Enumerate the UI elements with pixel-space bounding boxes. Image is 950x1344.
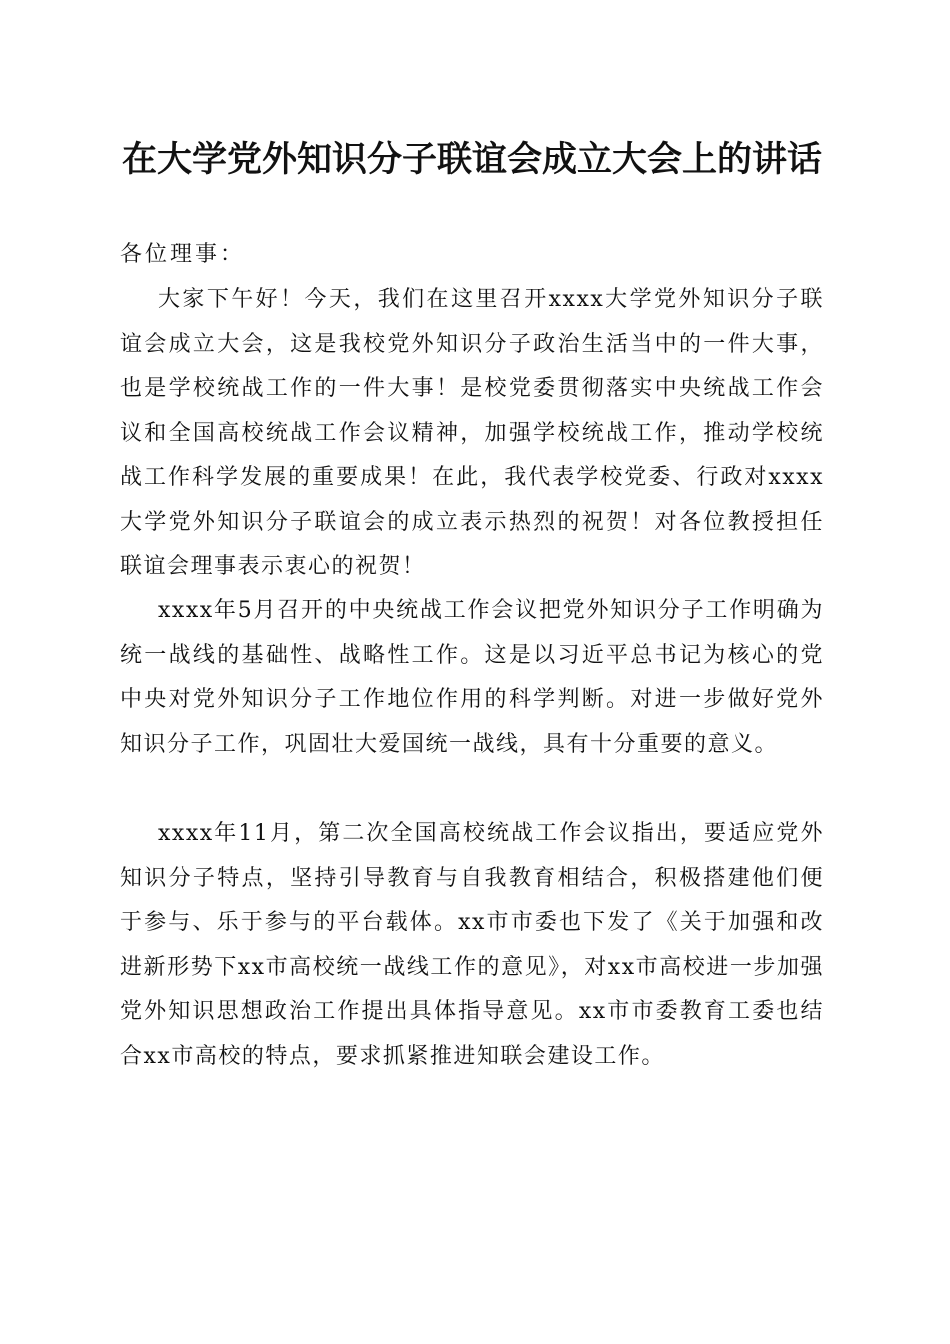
salutation: 各位理事： bbox=[120, 242, 246, 267]
body-paragraph: xxxx年5月召开的中央统战工作会议把党外知识分子工作明确为统一战线的基础性、战略性工作。这是以习近平总书记为核心的党中央对党外知识分子工作地位作用的科学判断。对进一步做好党外知识分子工作，巩固壮大爱国统一战线，具有十分重要的意义。 bbox=[120, 598, 824, 757]
document-title: 在大学党外知识分子联谊会成立大会上的讲话 bbox=[121, 139, 822, 180]
document-page bbox=[120, 0, 824, 1344]
body-paragraph: 大家下午好！今天，我们在这里召开xxxx大学党外知识分子联谊会成立大会，这是我校党外知识分子政治生活当中的一件大事，也是学校统战工作的一件大事！是校党委贯彻落实中央统战工作会议和全国高校统战工作会议精神，加强学校统战工作，推动学校统战工作科学发展的重要成果！在此，我代表学校党委、行政对xxxx大学党外知识分子联谊会的成立表示热烈的祝贺！对各位教授担任联谊会理事表示衷心的祝贺！ bbox=[120, 287, 824, 579]
body-paragraph: xxxx年11月，第二次全国高校统战工作会议指出，要适应党外知识分子特点，坚持引导教育与自我教育相结合，积极搭建他们便于参与、乐于参与的平台载体。xx市市委也下发了《关于加强和改进新形势下xx市高校统一战线工作的意见》，对xx市高校进一步加强党外知识思想政治工作提出具体指导意见。xx市市委教育工委也结合xx市高校的特点，要求抓紧推进知联会建设工作。 bbox=[120, 821, 824, 1069]
